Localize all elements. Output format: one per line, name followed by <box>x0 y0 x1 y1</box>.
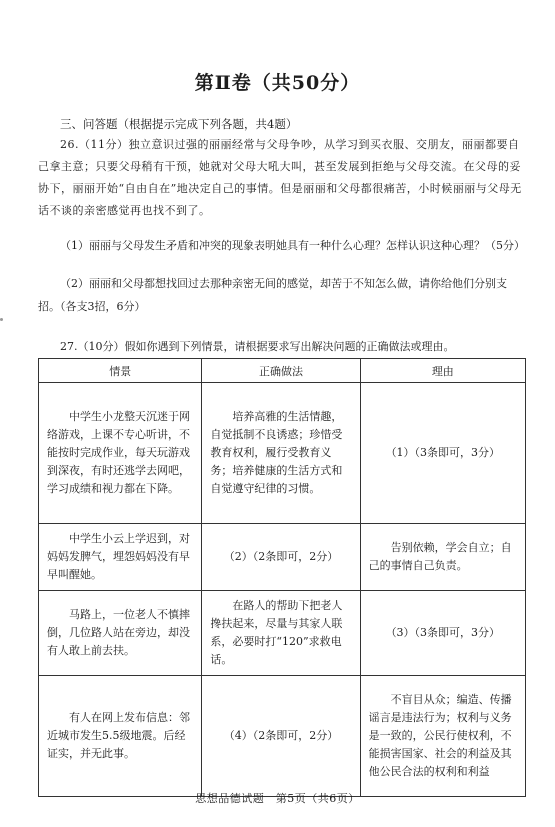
question-26-part1 <box>38 234 526 257</box>
row1-reason: （1）（3条即可，3分） <box>360 383 525 524</box>
row3-reason: （3）（3条即可，3分） <box>360 591 525 676</box>
header-action: 正确做法 <box>202 359 360 383</box>
question-26-text <box>38 134 526 222</box>
row1-scene: 中学生小龙整天沉迷于网络游戏，上课不专心听讲，不能按时完成作业，每天玩游戏到深夜，有时还逃学去网吧，学习成绩和视力都在下降。 <box>39 383 202 524</box>
table-row <box>39 676 526 797</box>
question-26-part2 <box>38 272 526 318</box>
section-heading: 三、问答题（根据提示完成下列各题，共4题） <box>60 117 298 131</box>
row4-scene: 有人在网上发布信息：邻近城市发生5.5级地震。后经证实，并无此事。 <box>39 676 202 797</box>
row1-action: 培养高雅的生活情趣，自觉抵制不良诱惑；珍惜受教育权利，履行受教育义务；培养健康的生活方式和自觉遵守纪律的习惯。 <box>202 383 360 524</box>
row3-scene: 马路上，一位老人不慎摔倒，几位路人站在旁边，却没有人敢上前去扶。 <box>39 591 202 676</box>
question-27-text: 27.（10分）假如你遇到下列情景，请根据要求写出解决问题的正确做法或理由。 <box>60 340 455 353</box>
page-footer: 思想品德试题 第5页（共6页） <box>195 792 360 805</box>
scan-speck <box>0 318 3 321</box>
table-row <box>39 383 526 524</box>
paper-title: 第Ⅱ卷（共50分） <box>194 72 361 94</box>
question-26-part2-text: （2）丽丽和父母都想找回过去那种亲密无间的感觉，却苦于不知怎么做，请你给他们分别支招。（各支3招，6分） <box>38 277 507 313</box>
question-26-body: 26.（11分）独立意识过强的丽丽经常与父母争吵，从学习到买衣服、交朋友，丽丽都要自己拿主意；只要父母稍有干预，她就对父母大吼大叫，甚至发展到拒绝与父母交流。在父母的妥协下，丽丽开始“自由自在”地决定自己的事情。但是丽丽和父母都很痛苦，小时候丽丽与父母无话不谈的亲密感觉再也找不到了。 <box>38 138 522 217</box>
row2-reason: 告别依赖，学会自立；自己的事情自己负责。 <box>360 524 525 591</box>
row2-action: （2）（2条即可，2分） <box>202 524 360 591</box>
table-header-row <box>39 359 526 383</box>
header-reason: 理由 <box>360 359 525 383</box>
row3-action: 在路人的帮助下把老人搀扶起来，尽量与其家人联系，必要时打“120”求救电话。 <box>202 591 360 676</box>
row2-scene: 中学生小云上学迟到，对妈妈发脾气，埋怨妈妈没有早早叫醒她。 <box>39 524 202 591</box>
row4-action: （4）（2条即可，2分） <box>202 676 360 797</box>
row4-reason: 不盲目从众；编造、传播谣言是违法行为；权利与义务是一致的，公民行使权利，不能损害国家、社会的利益及其他公民合法的权利和利益 <box>360 676 525 797</box>
scenario-table <box>38 358 526 797</box>
header-scene: 情景 <box>39 359 202 383</box>
table-row <box>39 591 526 676</box>
table-row <box>39 524 526 591</box>
question-26-part1-text: （1）丽丽与父母发生矛盾和冲突的现象表明她具有一种什么心理？怎样认识这种心理？（5分） <box>60 239 525 252</box>
